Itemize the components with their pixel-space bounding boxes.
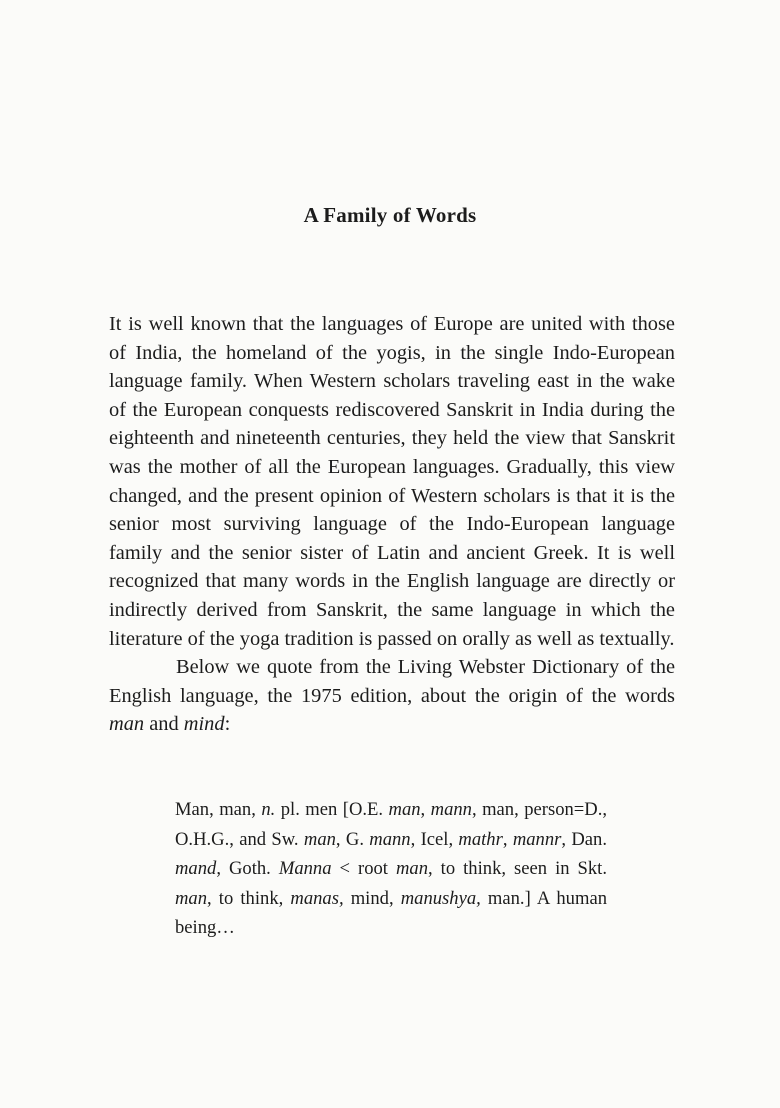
quote-segment: man.] A human being… bbox=[175, 887, 607, 938]
quote-segment: , to think, seen in Skt. bbox=[428, 858, 607, 879]
quote-segment: , Icel, bbox=[410, 828, 459, 850]
quote-segment: , man, person=D., O.H.G., and Sw. bbox=[175, 799, 607, 850]
quote-italic: manushya, bbox=[400, 887, 481, 909]
quote-italic: mand bbox=[175, 858, 217, 879]
dictionary-quote bbox=[175, 795, 607, 943]
quote-segment: , bbox=[502, 828, 513, 850]
quote-italic: man bbox=[388, 799, 421, 820]
quote-segment: Man, man, bbox=[175, 799, 262, 820]
term-man: man bbox=[109, 713, 145, 736]
paragraph-languages: It is well known that the languages of Europe are united with those of India, the homeland of the yogis, in the single Indo-European language family. When Western scholars traveling east in the wake of the European conquests rediscovered Sanskrit in India during the eighteenth and nineteenth centuries, they held the view that Sanskrit was the mother of all the European languages. Gradually, this view changed, and the present opinion of Western scholars is that it is the senior most surviving language of the Indo-European language family and the senior sister of Latin and ancient Greek. It is well recognized that many words in the English language are directly or indirectly derived from Sanskrit, the same language in which the literature of the yoga tradition is passed on orally as well as textually. bbox=[109, 313, 675, 650]
quote-italic: man bbox=[303, 828, 336, 850]
quote-segment: < root bbox=[331, 858, 396, 879]
chapter-title: A Family of Words bbox=[303, 203, 477, 227]
quote-segment: , Goth. bbox=[216, 858, 279, 879]
text-segment: Below we quote from the Living Webster Dictionary of the English language, the 1975 edition, about the origin of the words bbox=[109, 656, 675, 707]
quote-italic: mannr bbox=[512, 828, 562, 850]
quote-italic: man bbox=[395, 858, 429, 879]
body-text bbox=[109, 310, 675, 739]
term-mind: mind bbox=[183, 713, 225, 736]
text-segment: and bbox=[144, 713, 184, 736]
quote-italic: Manna bbox=[278, 858, 332, 879]
quote-segment: pl. men [O.E. bbox=[275, 799, 389, 820]
quote-segment: , to think, bbox=[207, 887, 291, 909]
quote-italic: man bbox=[175, 887, 208, 909]
quote-italic: mann bbox=[369, 828, 411, 850]
quote-segment: , Dan. bbox=[561, 828, 607, 850]
quote-segment: , G. bbox=[335, 828, 370, 850]
quote-text bbox=[175, 795, 607, 943]
paragraph-dictionary-intro bbox=[109, 653, 675, 739]
quote-segment: mind, bbox=[343, 887, 401, 909]
quote-segment: , bbox=[420, 799, 431, 820]
quote-italic: n. bbox=[261, 799, 276, 820]
quote-italic: mann bbox=[430, 799, 472, 820]
text-segment: : bbox=[224, 713, 231, 736]
quote-italic: manas, bbox=[290, 887, 344, 909]
quote-italic: mathr bbox=[458, 828, 503, 850]
